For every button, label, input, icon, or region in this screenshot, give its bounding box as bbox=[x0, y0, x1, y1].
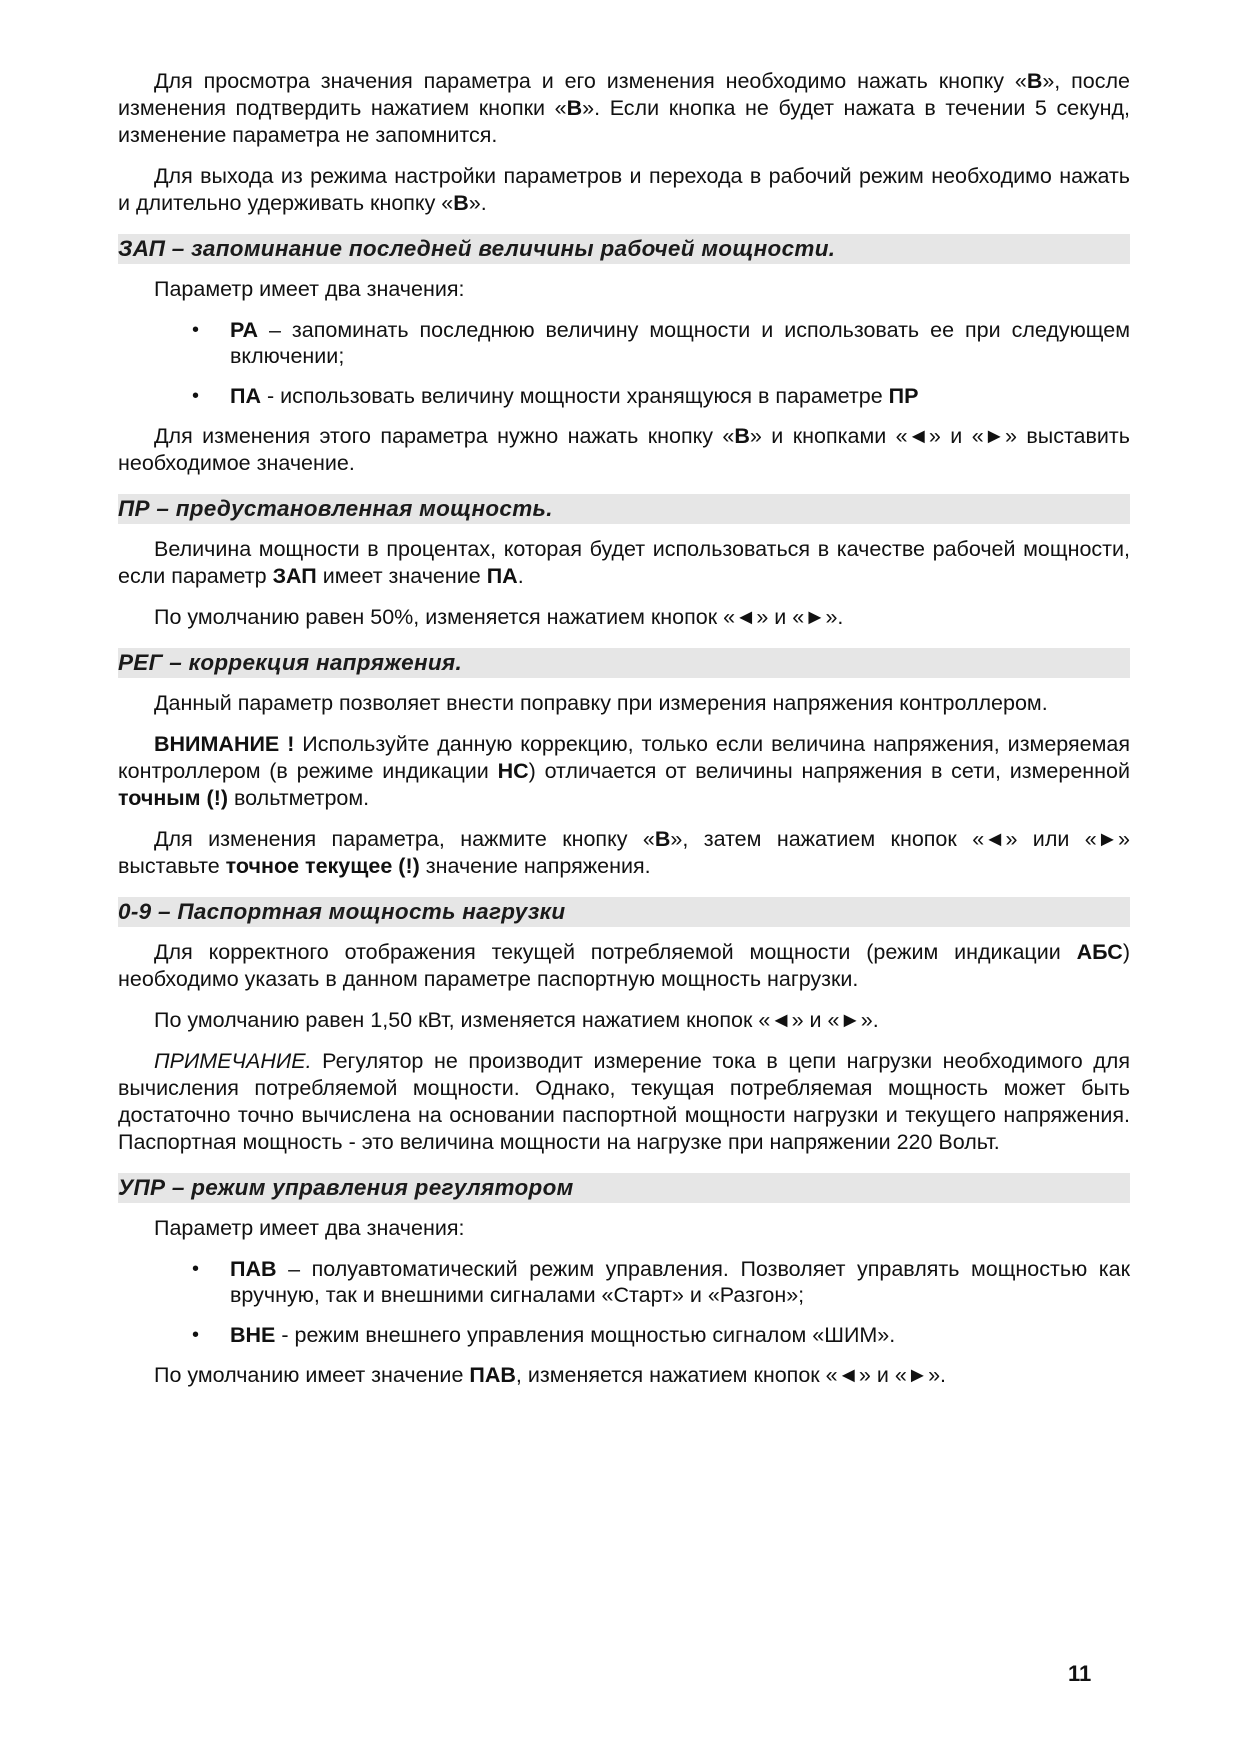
bullet-icon: • bbox=[192, 385, 200, 407]
bold-text: ◄ bbox=[770, 1008, 792, 1032]
text-run: По умолчанию имеет значение bbox=[154, 1363, 470, 1387]
paragraph bbox=[118, 423, 1130, 477]
italic-text: ПРИМЕЧАНИЕ. bbox=[154, 1049, 312, 1073]
bullet-icon: • bbox=[192, 319, 200, 341]
bold-text: ► bbox=[839, 1008, 861, 1032]
text-run: - использовать величину мощности хранящуюся в параметре bbox=[260, 384, 889, 408]
bold-text: РА bbox=[230, 318, 258, 342]
text-run: значение напряжения. bbox=[419, 854, 651, 878]
text-run: Используйте данную коррекцию, только если величина напряжения, измеряемая контроллером (в режиме индикации bbox=[118, 732, 1130, 783]
bold-text: точное текущее (!) bbox=[225, 854, 420, 878]
text-run: - режим внешнего управления мощностью сигналом «ШИМ». bbox=[275, 1323, 896, 1347]
text-run: ». bbox=[825, 605, 844, 629]
bold-text: НС bbox=[497, 759, 529, 783]
section-upr-heading: УПР – режим управления регулятором bbox=[118, 1173, 1130, 1203]
list-item bbox=[118, 1256, 1130, 1308]
text-run: Для изменения параметра, нажмите кнопку « bbox=[154, 827, 655, 851]
bold-text: ПАВ bbox=[230, 1257, 277, 1281]
text-run: » и « bbox=[756, 605, 805, 629]
bold-text: ◄ bbox=[837, 1363, 859, 1387]
text-run: – полуавтоматический режим управления. Позволяет управлять мощностью как вручную, так и внешними сигналами «Старт» и «Разгон»; bbox=[230, 1257, 1130, 1307]
paragraph bbox=[118, 1362, 1130, 1389]
paragraph bbox=[118, 604, 1130, 631]
text-run: ) необходимо указать в данном параметре паспортную мощность нагрузки. bbox=[118, 940, 1130, 991]
text-run: Параметр имеет два значения: bbox=[154, 277, 465, 301]
bullet-list bbox=[118, 317, 1130, 409]
text-run: Величина мощности в процентах, которая будет использоваться в качестве рабочей мощности, если параметр bbox=[118, 537, 1130, 588]
text-run: » или « bbox=[1005, 827, 1097, 851]
text-run: » выставьте bbox=[118, 827, 1130, 878]
text-run: », затем нажатием кнопок « bbox=[670, 827, 985, 851]
bold-text: ► bbox=[1096, 827, 1119, 851]
bold-text: АБС bbox=[1076, 940, 1123, 964]
page-number: 11 bbox=[1068, 1661, 1092, 1686]
text-run: имеет значение bbox=[316, 564, 487, 588]
text-run: ». bbox=[860, 1008, 879, 1032]
bold-text: ► bbox=[983, 424, 1005, 448]
bullet-list bbox=[118, 1256, 1130, 1348]
bold-text: В bbox=[453, 191, 469, 215]
text-run: – запоминать последнюю величину мощности и использовать ее при следующем включении; bbox=[230, 318, 1130, 368]
bold-text: ПА bbox=[230, 384, 261, 408]
text-run: ». bbox=[928, 1363, 946, 1387]
paragraph bbox=[118, 1007, 1130, 1034]
bold-text: ► bbox=[906, 1363, 929, 1387]
text-run: Регулятор не производит измерение тока в цепи нагрузки необходимого для вычисления потребляемой мощности. Однако, текущая потребляемая мощность может быть достаточно точно вычислена на основании паспортной мощности нагрузки и текущего напряжения. Паспортная мощность - это величина мощности на нагрузке при напряжении 220 Вольт. bbox=[118, 1049, 1130, 1154]
bold-text: ЗАП bbox=[272, 564, 317, 588]
text-run: » и « bbox=[791, 1008, 840, 1032]
paragraph bbox=[118, 276, 1130, 303]
text-run: », после изменения подтвердить нажатием кнопки « bbox=[118, 69, 1130, 120]
paragraph bbox=[118, 826, 1130, 880]
list-item bbox=[118, 1322, 1130, 1348]
text-run: » и « bbox=[928, 424, 984, 448]
document-body bbox=[118, 68, 1130, 1403]
text-run: » выставить необходимое значение. bbox=[118, 424, 1130, 475]
bold-text: ПА bbox=[486, 564, 518, 588]
paragraph bbox=[118, 690, 1130, 717]
text-run: Для выхода из режима настройки параметров и перехода в рабочий режим необходимо нажать и длительно удерживать кнопку « bbox=[118, 164, 1130, 215]
text-run: вольтметром. bbox=[228, 786, 370, 810]
text-run: » и « bbox=[858, 1363, 907, 1387]
bold-text: ► bbox=[804, 605, 826, 629]
bold-text: В bbox=[566, 96, 583, 120]
text-run: Для корректного отображения текущей потребляемой мощности (режим индикации bbox=[154, 940, 1077, 964]
text-run: Данный параметр позволяет внести поправку при измерения напряжения контроллером. bbox=[154, 691, 1048, 715]
text-run: » и кнопками « bbox=[749, 424, 908, 448]
text-run: ». bbox=[468, 191, 487, 215]
bold-text: ВНИМАНИЕ ! bbox=[154, 732, 295, 756]
bold-text: В bbox=[734, 424, 750, 448]
bullet-icon: • bbox=[192, 1258, 200, 1280]
bullet-icon: • bbox=[192, 1324, 200, 1346]
paragraph bbox=[118, 1215, 1130, 1242]
list-item bbox=[118, 383, 1130, 409]
bold-text: В bbox=[1026, 69, 1043, 93]
text-run: . bbox=[517, 564, 524, 588]
text-run: По умолчанию равен 1,50 кВт, изменяется нажатием кнопок « bbox=[154, 1008, 771, 1032]
bold-text: ВНЕ bbox=[230, 1323, 276, 1347]
list-item bbox=[118, 317, 1130, 369]
paragraph bbox=[118, 731, 1130, 812]
bold-text: ПР bbox=[888, 384, 919, 408]
section-pr-heading: ПР – предустановленная мощность. bbox=[118, 494, 1130, 524]
text-run: , изменяется нажатием кнопок « bbox=[515, 1363, 838, 1387]
paragraph bbox=[118, 1048, 1130, 1156]
bold-text: ◄ bbox=[984, 827, 1006, 851]
paragraph bbox=[118, 939, 1130, 993]
paragraph bbox=[118, 68, 1130, 149]
text-run: ». Если кнопка не будет нажата в течении 5 секунд, изменение параметра не запомнится. bbox=[118, 96, 1130, 147]
bold-text: точным (!) bbox=[118, 786, 229, 810]
paragraph bbox=[118, 536, 1130, 590]
text-run: По умолчанию равен 50%, изменяется нажатием кнопок « bbox=[154, 605, 736, 629]
section-zap-heading: ЗАП – запоминание последней величины рабочей мощности. bbox=[118, 234, 1130, 264]
text-run: ) отличается от величины напряжения в сети, измеренной bbox=[528, 759, 1131, 783]
text-run: Для просмотра значения параметра и его изменения необходимо нажать кнопку « bbox=[154, 69, 1027, 93]
section-reg-heading: РЕГ – коррекция напряжения. bbox=[118, 648, 1130, 678]
text-run: Параметр имеет два значения: bbox=[154, 1216, 465, 1240]
text-run: Для изменения этого параметра нужно нажать кнопку « bbox=[154, 424, 735, 448]
bold-text: ◄ bbox=[907, 424, 929, 448]
section-0-9-heading: 0-9 – Паспортная мощность нагрузки bbox=[118, 897, 1130, 927]
bold-text: ◄ bbox=[735, 605, 757, 629]
bold-text: ПАВ bbox=[469, 1363, 516, 1387]
bold-text: В bbox=[654, 827, 671, 851]
paragraph bbox=[118, 163, 1130, 217]
